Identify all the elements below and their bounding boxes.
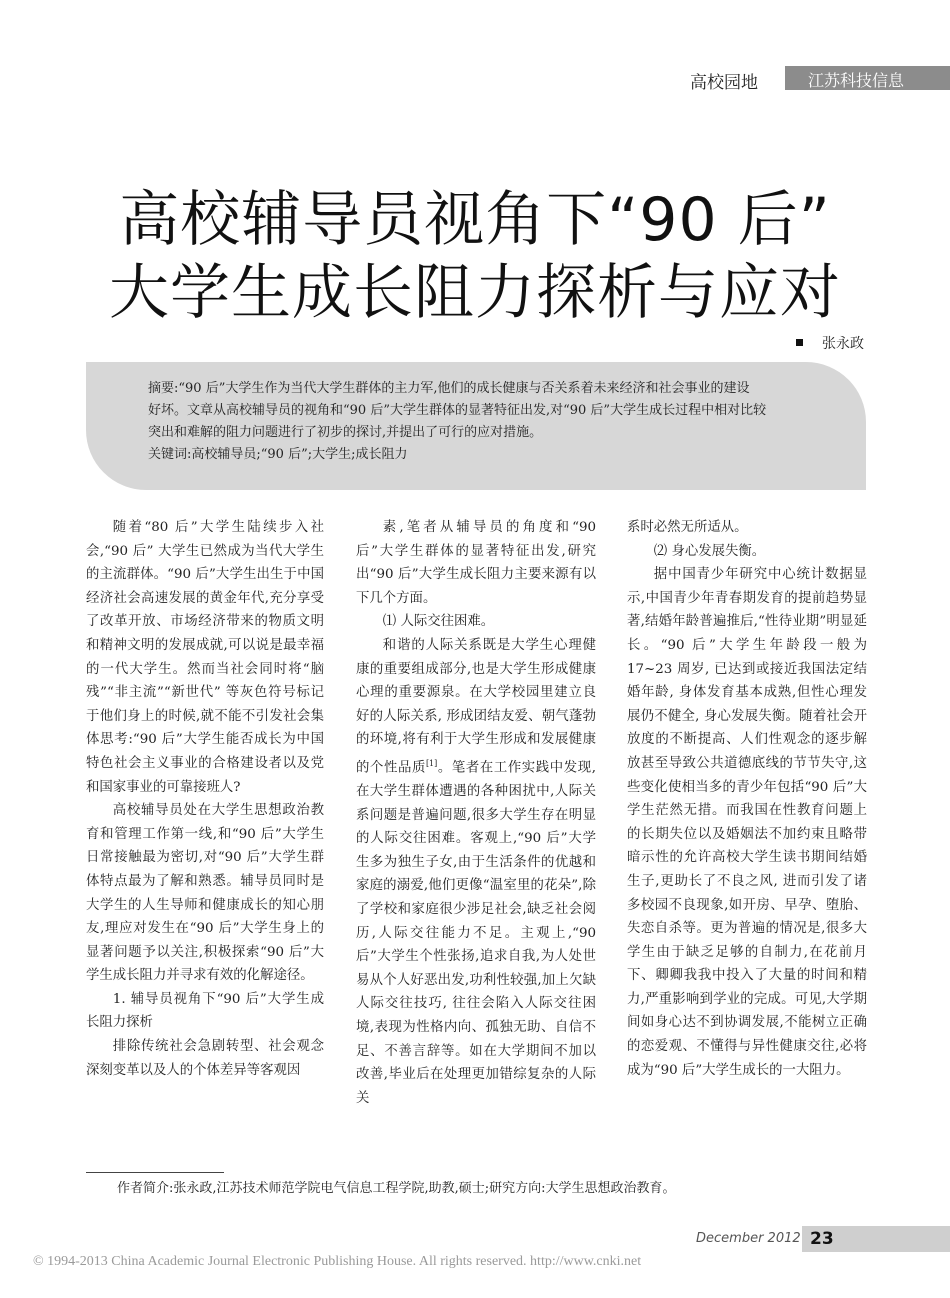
subsection-heading: ⑵ 身心发展失衡。 (653, 543, 766, 559)
section-heading: 1. 辅导员视角下“90 后”大学生成长阻力探析 (86, 991, 324, 1031)
journal-section-label: 高校园地 (690, 73, 758, 93)
abstract (148, 378, 838, 466)
paragraph: 素,笔者从辅导员的角度和“90 后”大学生群体的显著特征出发,研究出“90 后”大学生成长阻力主要来源有以下几个方面。 (356, 520, 596, 606)
article-title-line-1: 高校辅导员视角下“90 后” (119, 185, 831, 255)
subsection-heading: ⑴ 人际交往困难。 (382, 614, 495, 630)
paragraph-continuation: 系时必然无所适从。 (627, 520, 748, 535)
author-footnote: 作者简介:张永政,江苏技术师范学院电气信息工程学院,助教,硕士;研究方向:大学生思想政治教育。 (117, 1181, 676, 1196)
journal-name: 江苏科技信息 (808, 71, 905, 90)
paragraph (356, 634, 596, 1110)
paragraph-text: 。笔者在工作实践中发现,在大学生群体遭遇的各种困扰中,人际关系问题是普遍问题,很多大学生存在明显的人际交往困难。客观上,“90 后”大学生多为独生子女,由于生活条件的优越和家庭的溺爱,他们更像“温室里的花朵”,除了学校和家庭很少涉足社会,缺乏社会阅历,人际交往能力不足。主观上,“90 后”大学生个性张扬,追求自我,为人处世易从个人好恶出发,功利性较强,加上欠缺人际交往技巧, 往往会陷入人际交往困境,表现为性格内向、孤独无助、自信不足、不善言辞等。如在大学期间不加以改善,毕业后在处理更加错综复杂的人际关 (356, 760, 596, 1106)
author-bullet (796, 339, 803, 346)
article-title-line-2: 大学生成长阻力探析与应对 (109, 258, 841, 328)
body-column-1 (86, 516, 324, 1082)
keywords: 关键词:高校辅导员;“90 后”;大学生;成长阻力 (148, 447, 408, 462)
issue-date: December 2012 (696, 1231, 801, 1246)
abstract-line-2: 好坏。文章从高校辅导员的视角和“90 后”大学生群体的显著特征出发,对“90 后”大学生成长过程中相对比较 (148, 403, 767, 418)
paragraph: 排除传统社会急剧转型、社会观念深刻变革以及人的个体差异等客观因 (86, 1039, 324, 1078)
paragraph: 随着“80 后”大学生陆续步入社会,“90 后” 大学生已然成为当代大学生的主流群体。“90 后”大学生出生于中国经济社会高速发展的黄金年代,充分享受了改革开放、市场经济带来的物质文明和精神文明的发展成就,可以说是最幸福的一代大学生。然而当社会同时将“脑残”“非主流”“新世代” 等灰色符号标记于他们身上的时候,就不能不引发社会集体思考:“90 后”大学生能否成长为中国特色社会主义事业的合格建设者以及党和国家事业的可靠接班人? (86, 520, 324, 795)
paragraph: 据中国青少年研究中心统计数据显示,中国青少年青春期发育的提前趋势显著,结婚年龄普遍推后,“性待业期”明显延长。“90 后”大学生年龄段一般为 17~23 周岁, 已达到或接近我国法定结婚年龄, 身体发育基本成熟,但性心理发展仍不健全, 身心发展失衡。随着社会开放度的不断提高、人们性观念的逐步解放甚至导致公共道德底线的节节失守,这些变化使相当多的青少年包括“90 后”大学生茫然无措。而我国在性教育问题上的长期失位以及婚姻法不加约束且略带暗示性的允许高校大学生读书期间结婚生子,更助长了不良之风, 进而引发了诸多校园不良现象,如开房、早孕、堕胎、失恋自杀等。更为普遍的情况是,很多大学生由于缺乏足够的自制力,在花前月下、卿卿我我中投入了大量的时间和精力,严重影响到学业的完成。可见,大学期间如身心达不到协调发展,不能树立正确的恋爱观、不懂得与异性健康交往,必将成为“90 后”大学生成长的一大阻力。 (627, 567, 867, 1078)
footnote-rule (86, 1172, 224, 1173)
author-name: 张永政 (822, 336, 864, 352)
page-number: 23 (810, 1229, 834, 1249)
citation-ref[interactable]: [1] (425, 758, 438, 768)
paragraph: 高校辅导员处在大学生思想政治教育和管理工作第一线,和“90 后”大学生日常接触最为密切,对“90 后”大学生群体特点最为了解和熟悉。辅导员同时是大学生的人生导师和健康成长的知心朋友,理应对发生在“90 后”大学生身上的显著问题予以关注,积极探索“90 后”大学生成长阻力并寻求有效的化解途径。 (86, 803, 324, 984)
paragraph-text: 和谐的人际关系既是大学生心理健康的重要组成部分,也是大学生形成健康心理的重要源泉。在大学校园里建立良好的人际关系, 形成团结友爱、朝气蓬勃的环境,将有利于大学生形成和发展健康的个性品质 (356, 637, 596, 776)
abstract-line-1: 摘要:“90 后”大学生作为当代大学生群体的主力军,他们的成长健康与否关系着未来经济和社会事业的建设 (148, 381, 750, 396)
body-column-3 (627, 516, 867, 1082)
body-column-2 (356, 516, 596, 1110)
copyright-watermark: © 1994-2013 China Academic Journal Electronic Publishing House. All rights reserved. http://www.cnki.net (33, 1254, 642, 1269)
abstract-line-3: 突出和难解的阻力问题进行了初步的探讨,并提出了可行的应对措施。 (148, 425, 543, 440)
